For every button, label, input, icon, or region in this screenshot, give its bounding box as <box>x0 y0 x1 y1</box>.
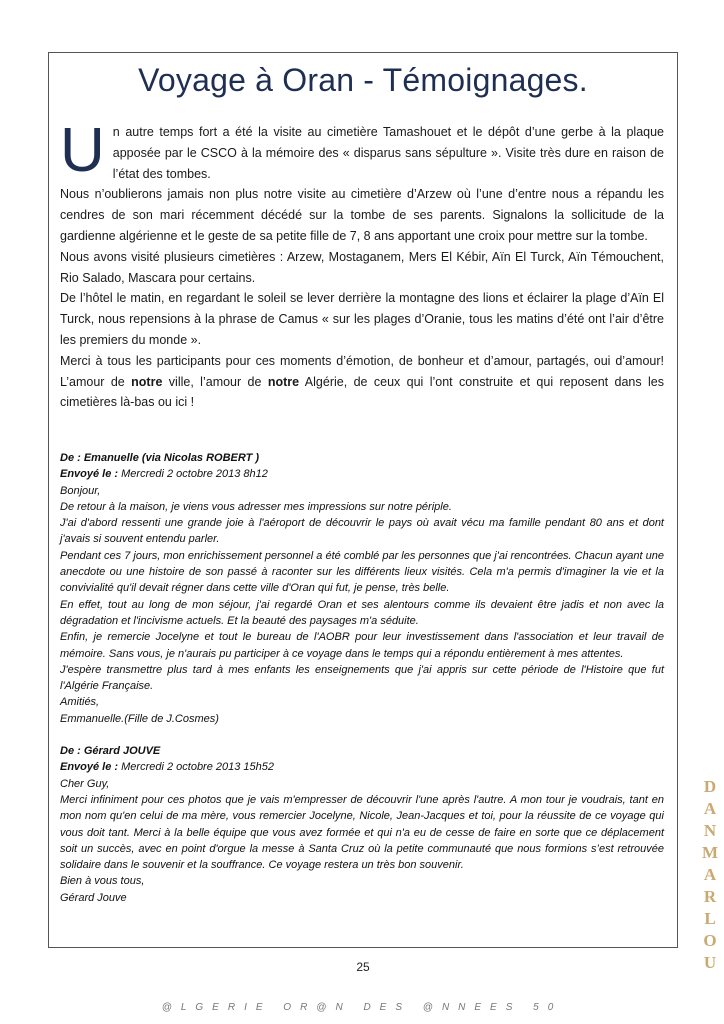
side-brand-letter: R <box>703 887 717 906</box>
letter-spacer <box>60 727 664 743</box>
letter2-line: Bien à vous tous, <box>60 875 145 888</box>
letter1-line: De retour à la maison, je viens vous adresser mes impressions sur notre périple. <box>60 500 452 513</box>
letter1-line: J'espère transmettre plus tard à mes enfants les enseignements que j'ai appris sur cette période de l'Histoire que fut l'Algérie Française. <box>60 663 664 693</box>
letter1-line: Bonjour, <box>60 484 101 497</box>
side-brand-letter: N <box>703 821 717 840</box>
letter1-line: Enfin, je remercie Jocelyne et tout le bureau de l'AOBR pour leur investissement dans l'association et leur travail de mémoire. Sans vous, je n'aurais pu participer à ce voyage dans le temps qui a répondu entièrement à mes attentes. <box>60 631 664 660</box>
letter1-line: Emmanuelle.(Fille de J.Cosmes) <box>60 712 219 725</box>
letter2-line: Gérard Jouve <box>60 891 127 904</box>
letter2-from: De : Gérard JOUVE <box>60 745 161 758</box>
drop-cap: U <box>60 116 105 185</box>
intro-paragraph-5: Merci à tous les participants pour ces moments d’émotion, de bonheur et d’amour, partagés, oui d’amour! L’amour de notre ville, l’amour de notre Algérie, de ceux qui l’ont construite et qui reposent dans les cimetières là-bas ou ici ! <box>60 353 665 410</box>
page-footer: @LGERIE OR@N DES @NNEES 50 <box>161 1002 563 1013</box>
side-brand-letter: O <box>703 931 717 950</box>
side-brand <box>700 776 720 974</box>
letter1-line: J'ai d'abord ressenti une grande joie à l'aéroport de découvrir le pays où avait vécu ma famille pendant 80 ans et dont j'avais si souvent entendu parler. <box>60 517 664 546</box>
article-body <box>60 116 665 413</box>
letter1-from: De : Emanuelle (via Nicolas ROBERT ) <box>60 452 260 464</box>
letter1-sent: Envoyé le : Mercredi 2 octobre 2013 8h12 <box>60 468 268 481</box>
side-brand-letter: U <box>703 953 717 972</box>
intro-paragraph-1: Un autre temps fort a été la visite au cimetière Tamashouet et le dépôt d’une gerbe à la plaque apposée par le CSCO à la mémoire des « disparus sans sépulture ». Visite très dure en raison de l’état des tombes. <box>60 116 664 185</box>
letter1-line: Pendant ces 7 jours, mon enrichissement personnel a été comblé par les personnes que j'ai rencontrées. Chacun ayant une anecdote ou une histoire de son passé à raconter sur les différents lieux visités. Cela m'a permis d'imaginer la vie et la convivialité qu'il devait régner dans cette ville d'Oran qui fut, je pense, très belle. <box>60 549 664 595</box>
letter2-line: Merci infiniment pour ces photos que je vais m'empresser de découvrir l'une après l'autre. A mon tour je voudrais, tant en mon nom qu'en celui de ma mère, vous remercier Jocelyne, Nicole, Jean-Jacques et toi, pour la réussite de ce voyage qui vous doit tant. Merci à la belle équipe que vous avez formée et qui n'a eu de cesse de faire en sorte que ce déplacement soit un succès, avec en point d'orgue la messe à Santa Cruz où la petite communauté que nous formions s’est retrouvée solidaire dans le souvenir et la souffrance. Ce voyage restera un très bon souvenir. <box>60 793 664 872</box>
testimonials <box>60 450 664 906</box>
side-brand-letter: D <box>703 777 717 796</box>
intro-paragraph-3: Nous avons visité plusieurs cimetières : Arzew, Mostaganem, Mers El Kébir, Aïn El Turck, Aïn Témouchent, Rio Salado, Mascara pour certains. <box>60 249 664 285</box>
side-brand-letter: L <box>704 909 716 928</box>
letter1-line: En effet, tout au long de mon séjour, j'ai regardé Oran et ses alentours comme ils devaient être jadis et non avec la dégradation et l'incivisme actuels. Et la beauté des paysages m'a séduite. <box>60 598 664 627</box>
side-brand-letter: A <box>703 799 717 818</box>
letter2-sent: Envoyé le : Mercredi 2 octobre 2013 15h52 <box>60 761 275 774</box>
intro-paragraph-4: De l’hôtel le matin, en regardant le soleil se lever derrière la montagne des lions et éclairer la plage d’Aïn El Turck, nous repensions à la phrase de Camus « sur les plages d’Oranie, tous les matins d’été ont l’air d’être les premiers du monde ». <box>60 291 664 347</box>
page-title: Voyage à Oran - Témoignages. <box>138 62 588 98</box>
side-brand-letter: M <box>701 843 719 862</box>
intro-paragraph-2: Nous n’oublierons jamais non plus notre visite au cimetière d’Arzew où l’une d’entre nous a répandu les cendres de son mari récemment décédé sur la tombe de ses parents. Signalons la sollicitude de la gardienne algérienne et le geste de sa petite fille de 7, 8 ans apportant une croix pour mettre sur la tombe. <box>60 187 664 243</box>
letter2-line: Cher Guy, <box>60 777 110 790</box>
side-brand-letter: A <box>703 865 717 884</box>
page-number: 25 <box>356 960 370 974</box>
letter1-line: Amitiés, <box>60 696 100 709</box>
